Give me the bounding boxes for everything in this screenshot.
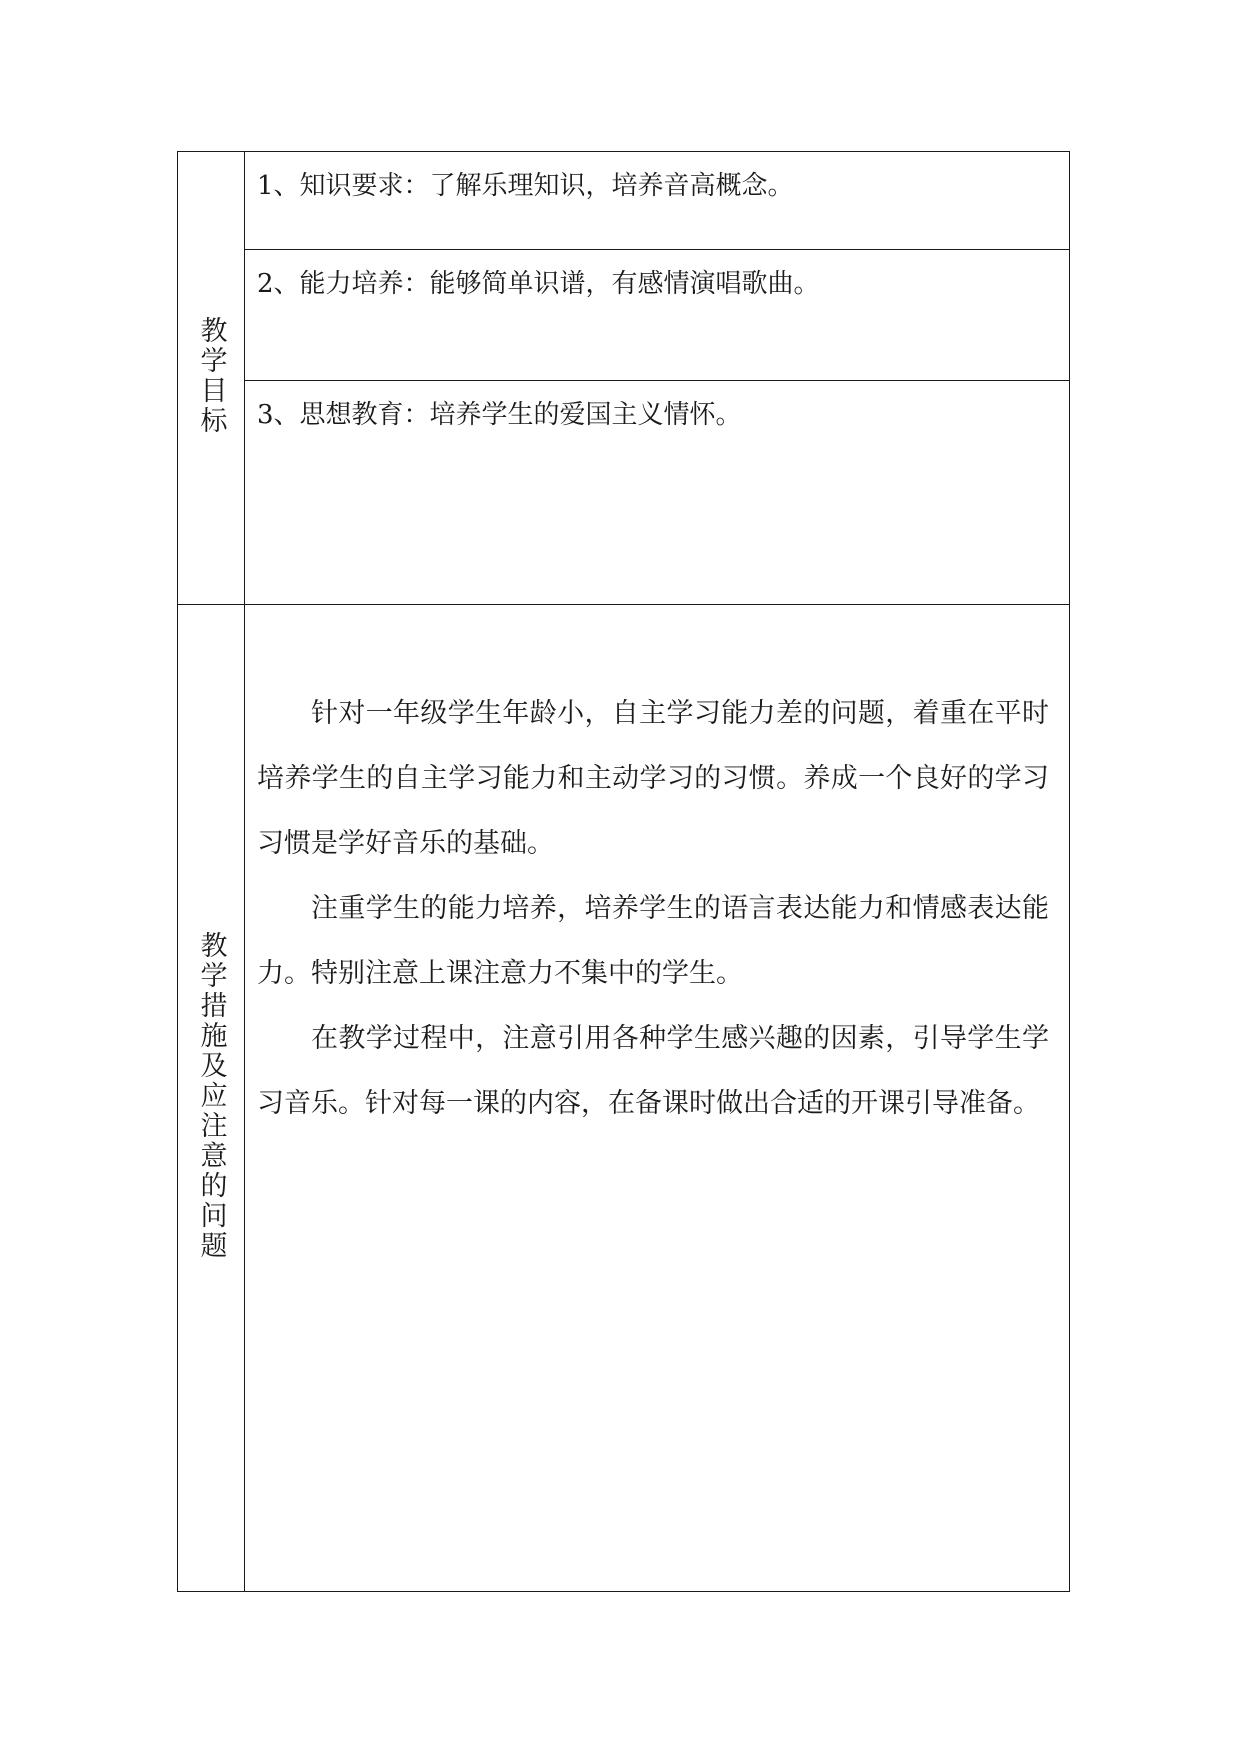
goal-ideology: 3、思想教育：培养学生的爱国主义情怀。: [257, 400, 742, 430]
measures-label-cell: [178, 605, 245, 1592]
measures-paragraph-1: 针对一年级学生年龄小，自主学习能力差的问题，着重在平时培养学生的自主学习能力和主动学习的习惯。养成一个良好的学习习惯是学好音乐的基础。: [257, 698, 1049, 859]
lesson-plan-table: [177, 151, 1070, 1592]
measures-paragraph-3: 在教学过程中，注意引用各种学生感兴趣的因素，引导学生学习音乐。针对每一课的内容，在备课时做出合适的开课引导准备。: [257, 1023, 1049, 1119]
goals-label-cell: [178, 152, 245, 605]
measures-label: 教学措施及应注意的问题: [195, 931, 227, 1261]
goal-cell-ideology: [245, 381, 1070, 605]
goal-cell-knowledge: [245, 152, 1070, 250]
measures-cell: [245, 605, 1070, 1592]
goal-ability: 2、能力培养：能够简单识谱，有感情演唱歌曲。: [257, 269, 820, 299]
goal-knowledge: 1、知识要求：了解乐理知识，培养音高概念。: [257, 171, 794, 201]
goal-cell-ability: [245, 250, 1070, 381]
goals-label: 教学目标: [195, 316, 227, 436]
measures-content: [245, 605, 1069, 1136]
measures-paragraph-2: 注重学生的能力培养，培养学生的语言表达能力和情感表达能力。特别注意上课注意力不集中的学生。: [257, 893, 1049, 989]
